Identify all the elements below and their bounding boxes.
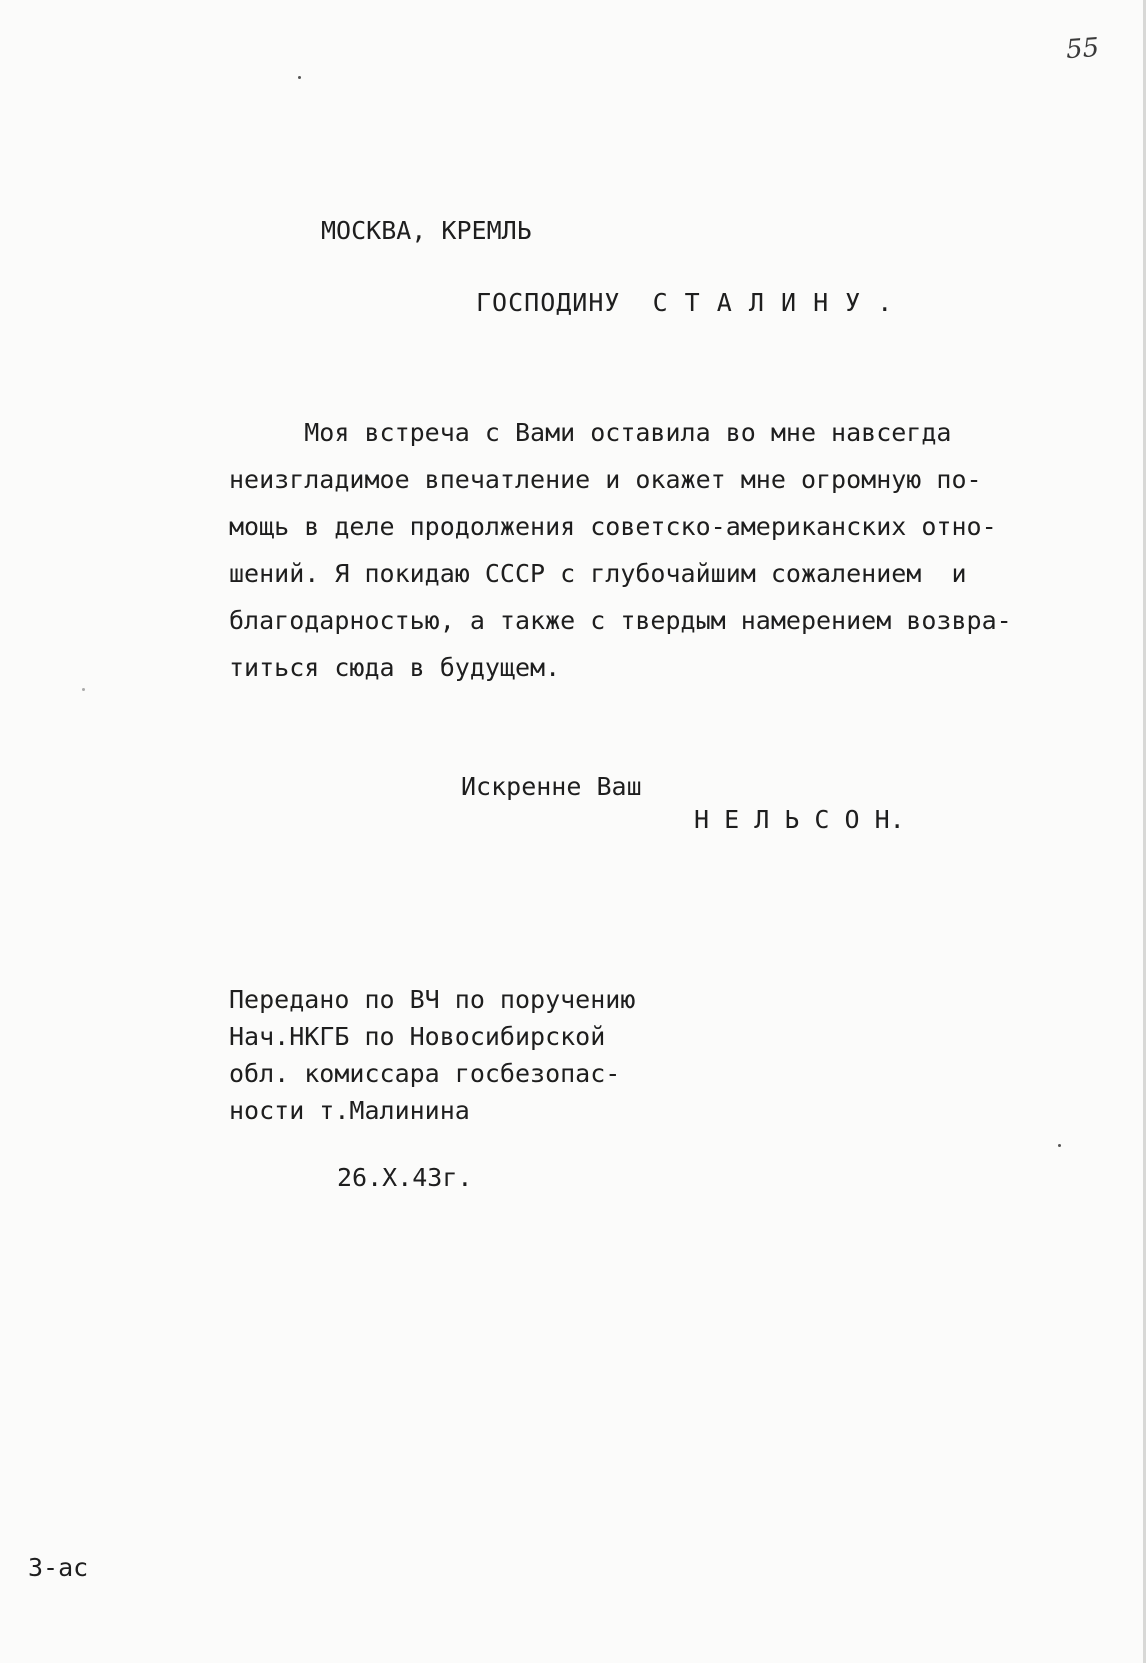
transmission-line: Нач.НКГБ по Новосибирской [229, 1022, 606, 1051]
transmission-note [229, 985, 636, 1137]
paper-speck [298, 76, 301, 79]
transmission-line: Передано по ВЧ по поручению [229, 985, 636, 1014]
body-line: Моя встреча с Вами оставила во мне навсегда [229, 418, 952, 447]
margin-code: 3-ас [28, 1553, 89, 1582]
address-line: МОСКВА, КРЕМЛЬ [321, 216, 532, 245]
paper-speck [82, 688, 85, 691]
body-line: мощь в деле продолжения советско-американских отно- [229, 512, 997, 541]
paper-speck [1058, 1144, 1061, 1147]
body-line: благодарностью, а также с твердым намерением возвра- [229, 606, 1012, 635]
signature-line: Н Е Л Ь С О Н. [694, 805, 905, 834]
addressee-line: ГОСПОДИНУ С Т А Л И Н У . [476, 288, 894, 317]
body-line: титься сюда в будущем. [229, 653, 561, 682]
handwritten-archive-number: 55 [1064, 32, 1101, 66]
closing-line: Искренне Ваш [461, 772, 642, 801]
transmission-line: обл. комиссара госбезопас- [229, 1059, 621, 1088]
body-line: шений. Я покидаю СССР с глубочайшим сожалением и [229, 559, 967, 588]
letter-body [229, 418, 1012, 682]
date-line: 26.Х.43г. [337, 1163, 473, 1192]
body-line: неизгладимое впечатление и окажет мне огромную по- [229, 465, 982, 494]
transmission-line: ности т.Малинина [229, 1096, 470, 1125]
